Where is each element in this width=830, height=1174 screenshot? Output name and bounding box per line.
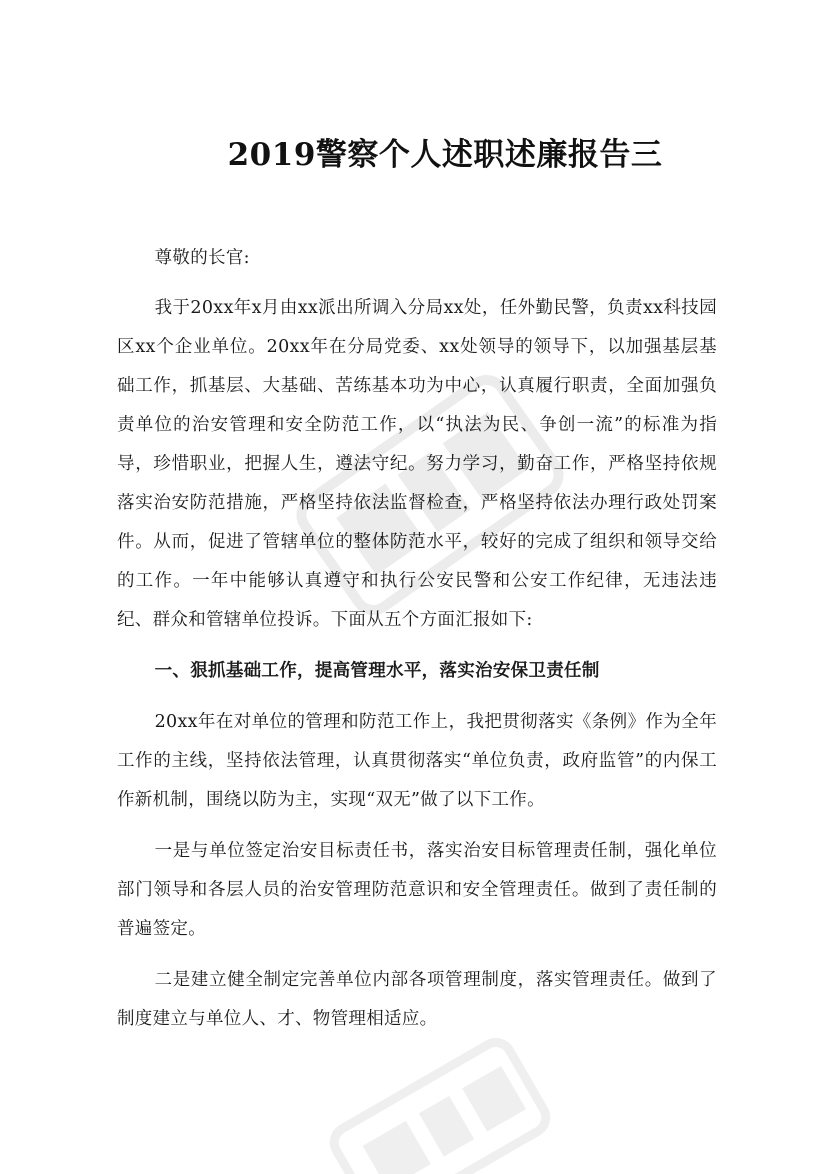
greeting: 尊敬的长官: <box>154 248 250 268</box>
paragraph-section-1: 20xx年在对单位的管理和防范工作上，我把贯彻落实《条例》作为全年工作的主线，坚持依法管理，认真贯彻落实“单位负责，政府监管”的内保工作新机制，围绕以防为主，实现“双无”做了以下工作。 <box>117 712 717 810</box>
paragraph-point-1: 一是与单位签定治安目标责任书，落实治安目标管理责任制，强化单位部门领导和各层人员的治安管理防范意识和安全管理责任。做到了责任制的普遍签定。 <box>117 841 717 939</box>
section-heading-1: 一、狠抓基础工作，提高管理水平，落实治安保卫责任制 <box>154 661 600 681</box>
document-title: 2019警察个人述职述廉报告三 <box>227 136 663 173</box>
paragraph-point-2: 二是建立健全制定完善单位内部各项管理制度，落实管理责任。做到了制度建立与单位人、才、物管理相适应。 <box>117 970 717 1029</box>
paragraph-intro: 我于20xx年x月由xx派出所调入分局xx处，任外勤民警，负责xx科技园区xx个企业单位。20xx年在分局党委、xx处领导的领导下，以加强基层基础工作，抓基层、大基础、苦练基本功为中心，认真履行职责，全面加强负责单位的治安管理和安全防范工作，以“执法为民、争创一流”的标准为指导，珍惜职业，把握人生，遵法守纪。努力学习，勤奋工作，严格坚持依规落实治安防范措施，严格坚持依法监督检查，严格坚持依法办理行政处罚案件。从而，促进了管辖单位的整体防范水平，较好的完成了组织和领导交给的工作。一年中能够认真遵守和执行公安民警和公安工作纪律，无违法违纪、群众和管辖单位投诉。下面从五个方面汇报如下: <box>117 298 717 630</box>
document-body <box>117 239 717 1051</box>
